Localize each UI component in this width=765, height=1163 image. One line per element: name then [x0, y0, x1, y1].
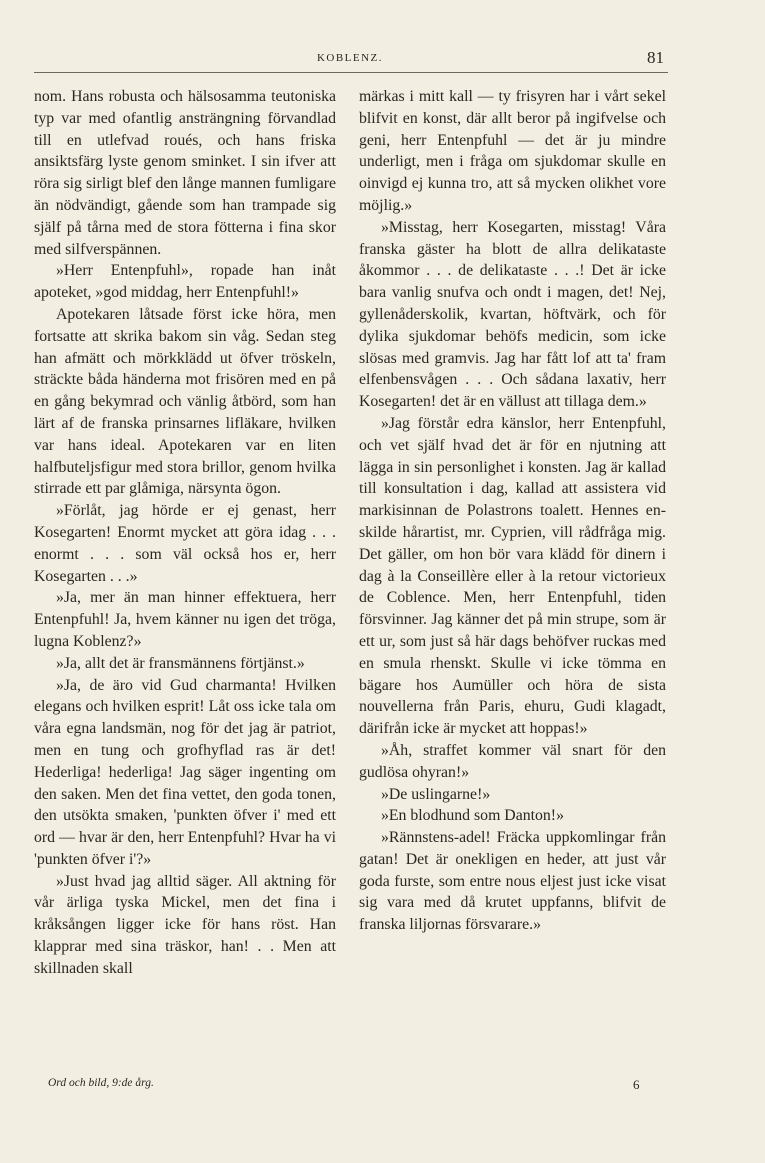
paragraph: »Ja, de äro vid Gud charmanta! Hvilken elegans och hvilken esprit! Låt oss icke tala om våra egna landsmän, nog för det jag är patriot, men en tung och grofhyflad ras är det! Hederliga! hederliga! Jag säger ingenting om den saken. Men det fina vettet, den goda tonen, den utsökta smaken, 'punkten öfver i' med ett ord — hvar är den, herr Entenpfuhl? Hvar ha vi 'punkten öfver i'?»	[34, 676, 336, 868]
paragraph: »De uslingarne!»	[381, 785, 491, 803]
header-rule	[34, 72, 668, 73]
paragraph: »En blodhund som Danton!»	[381, 807, 564, 825]
paragraph: »Jag förstår edra känslor, herr Entenpfuhl, och vet själf hvad det är för en njutning att lägga in sin personlighet i konsten. Jag är kallad till konsultation i dag, kallad att assistera vid markisinnan de Polastrons toalett. Hennes enskilde hårartist, mr. Cyprien, vill rådfråga mig. Det gäller, om hon bör vara klädd för dinern i dag à la Conseillère eller à la retour victorieux de Coblence. Men, herr Entenpfuhl, tiden försvinner. Jag känner det på min strupe, som är ett ur, som just så här dags behöfver ruckas med en smula rhenskt. Skulle vi icke tömma en bägare hos Aumüller och höra de sista nouvellerna från Paris, ehuru, Gudi klagadt, därifrån icke är mycket att hoppas!»	[359, 414, 666, 738]
paragraph: »Misstag, herr Kosegarten, misstag! Våra franska gäster ha blott de allra delikataste åkommor . . . de delikataste . . .! Det är icke bara vanlig snufva och ondt i magen, det! Nej, gyllenåderskolik, kvartan, höftvärk, och för dylika sjukdomar behöfs medicin, som icke slösas med gramvis. Jag har fått lof att ta' fram elfenbensvågen . . . Och sådana laxativ, herr Kosegarten! det är en vällust att tillaga dem.»	[359, 218, 666, 411]
paragraph: »Herr Entenpfuhl», ropade han inåt apoteket, »god middag, herr Entenpfuhl!»	[34, 262, 336, 302]
paragraph: »Ja, mer än man hinner effektuera, herr Entenpfuhl! Ja, hvem känner nu igen det tröga, lugna Koblenz?»	[34, 589, 336, 650]
left-column	[34, 86, 336, 980]
paragraph: nom. Hans robusta och hälsosamma teutoniska typ var med ofantlig ansträngning förvandlad till en utlefvad roués, och hans friska ansiktsfärg lyste genom sminket. I sin ifver att röra sig sirligt blef den långe mannen fumligare än nödvändigt, gående som han trampade sig själf på tårna med de stora fötterna i fina skor med silfverspännen.	[34, 88, 336, 258]
right-column	[359, 86, 666, 936]
running-head: KOBLENZ.	[316, 52, 384, 64]
paragraph: »Förlåt, jag hörde er ej genast, herr Kosegarten! Enormt mycket att göra idag . . . enormt . . . som väl också hos er, herr Kosegarten . . .»	[34, 502, 336, 585]
paragraph: Apotekaren låtsade först icke höra, men fortsatte att skrika bakom sin våg. Sedan steg han afmätt och mörkklädd ut öfver tröskeln, sträckte båda händerna mot frisören med en på en gång bekymrad och vänlig åtbörd, som han lärt af de franska prinsarnes lifläkare, hvilken var hans ideal. Apotekaren var en liten halfbuteljsfigur med stora brillor, genom hvilka stirrade ett par glåmiga, närsynta ögon.	[34, 305, 336, 498]
paragraph: märkas i mitt kall — ty frisyren har i vårt sekel blifvit en konst, där allt beror på ingifvelse och geni, herr Entenpfuhl — det är ju mindre underligt, men i fråga om sjukdomar skulle en oinvigd ej kunna tro, att så mycken olikhet vore möjlig.»	[359, 88, 666, 214]
paragraph: »Just hvad jag alltid säger. All aktning för vår ärliga tyska Mickel, men det fina i kråksången ligger icke för hans röst. Han klapprar med sina träskor, han! . . Men att skillnaden skall	[34, 872, 336, 977]
paragraph: »Ja, allt det är fransmännens förtjänst.»	[56, 654, 305, 672]
page-header	[34, 48, 666, 70]
page-number: 81	[647, 48, 664, 67]
footer-sheet-number: 6	[633, 1077, 640, 1092]
paragraph: »Åh, straffet kommer väl snart för den gudlösa ohyran!»	[359, 741, 666, 781]
paragraph: »Rännstens-adel! Fräcka uppkomlingar från gatan! Det är onekligen en heder, att just vår goda furste, som entre nous eljest just icke visat sig vara med då krutet uppfanns, blifvit de franska liljornas försvarare.»	[359, 829, 666, 934]
footer-signature: Ord och bild, 9:de årg.	[48, 1077, 154, 1089]
